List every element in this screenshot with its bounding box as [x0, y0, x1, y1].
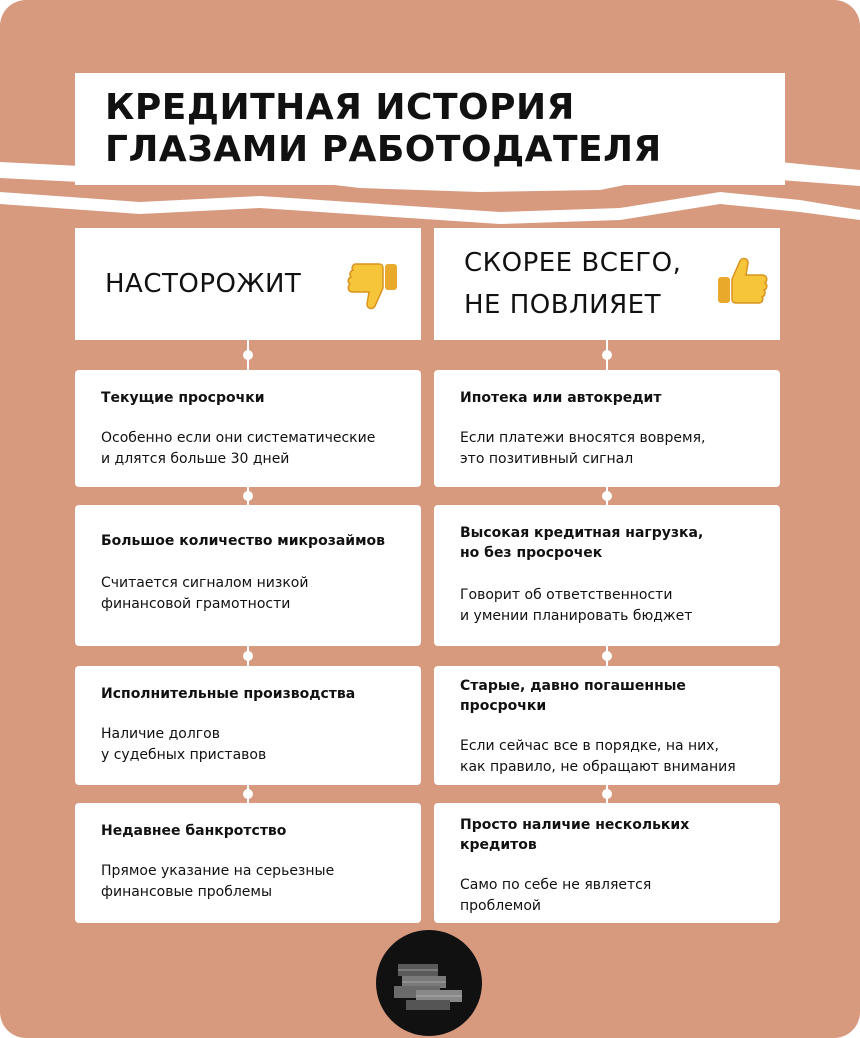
money-stack-icon [376, 930, 482, 1036]
card-description [460, 875, 765, 917]
card-description [101, 573, 406, 615]
card-title [460, 523, 760, 563]
card-description-line: Считается сигналом низкой [101, 575, 309, 591]
title-line-2: ГЛАЗАМИ РАБОТОДАТЕЛЯ [105, 129, 662, 170]
card-old-overdue [434, 666, 780, 785]
card-description-line: финансовой грамотности [101, 596, 291, 612]
card-description [101, 428, 406, 470]
card-title [460, 676, 760, 716]
card-description-line: проблемой [460, 898, 542, 914]
card-description [460, 585, 765, 627]
card-mortgage [434, 370, 780, 487]
card-title [460, 815, 760, 855]
card-description-line: у судебных приставов [101, 747, 267, 763]
card-title-line: просрочки [460, 698, 547, 714]
right-header-label [464, 242, 681, 326]
card-description [460, 428, 765, 470]
card-description-line: и умении планировать бюджет [460, 608, 693, 624]
card-description [101, 724, 406, 766]
card-description-line: Наличие долгов [101, 726, 220, 742]
connector-dot [243, 350, 253, 360]
card-description-line: Само по себе не является [460, 877, 652, 893]
card-description-line: Особенно если они систематические [101, 430, 376, 446]
card-bankruptcy [75, 803, 421, 923]
card-description-line: Если сейчас все в порядке, на них, [460, 738, 720, 754]
card-title: Исполнительные производства [101, 686, 356, 702]
title-box [75, 73, 785, 185]
left-column-header [75, 228, 421, 340]
card-title [460, 388, 760, 408]
right-column-header [434, 228, 780, 340]
card-title: Недавнее банкротство [101, 823, 287, 839]
card-title: Текущие просрочки [101, 390, 265, 406]
card-description-line: это позитивный сигнал [460, 451, 634, 467]
card-current-overdue [75, 370, 421, 487]
card-title-line: но без просрочек [460, 545, 603, 561]
card-title-line: Просто наличие нескольких [460, 817, 690, 833]
card-enforcement [75, 666, 421, 785]
card-high-load [434, 505, 780, 646]
card-title-line: кредитов [460, 837, 537, 853]
card-title-line: Ипотека или автокредит [460, 390, 662, 406]
card-description-line: как правило, не обращают внимания [460, 759, 736, 775]
card-title-line: Старые, давно погашенные [460, 678, 686, 694]
card-description-line: Говорит об ответственности [460, 587, 673, 603]
card-title: Большое количество микрозаймов [101, 533, 386, 549]
title-line-1: КРЕДИТНАЯ ИСТОРИЯ [105, 87, 575, 128]
card-description [460, 736, 765, 778]
thumbs-up-icon [714, 253, 770, 309]
left-header-label: НАСТОРОЖИТ [105, 269, 302, 299]
connector-dot [602, 491, 612, 501]
card-description [101, 861, 406, 903]
connector-dot [602, 789, 612, 799]
card-title-line: Высокая кредитная нагрузка, [460, 525, 704, 541]
card-description-line: Если платежи вносятся вовремя, [460, 430, 706, 446]
connector-dot [243, 491, 253, 501]
card-description-line: финансовые проблемы [101, 884, 273, 900]
thumbs-down-icon [345, 258, 401, 314]
right-header-line-2: НЕ ПОВЛИЯЕТ [464, 290, 661, 320]
card-microloans [75, 505, 421, 646]
connector-dot [243, 789, 253, 799]
connector-dot [602, 350, 612, 360]
card-several-loans [434, 803, 780, 923]
card-description-line: и длятся больше 30 дней [101, 451, 290, 467]
connector-dot [602, 651, 612, 661]
card-description-line: Прямое указание на серьезные [101, 863, 335, 879]
right-header-line-1: СКОРЕЕ ВСЕГО, [464, 248, 682, 278]
connector-dot [243, 651, 253, 661]
logo [376, 930, 482, 1036]
